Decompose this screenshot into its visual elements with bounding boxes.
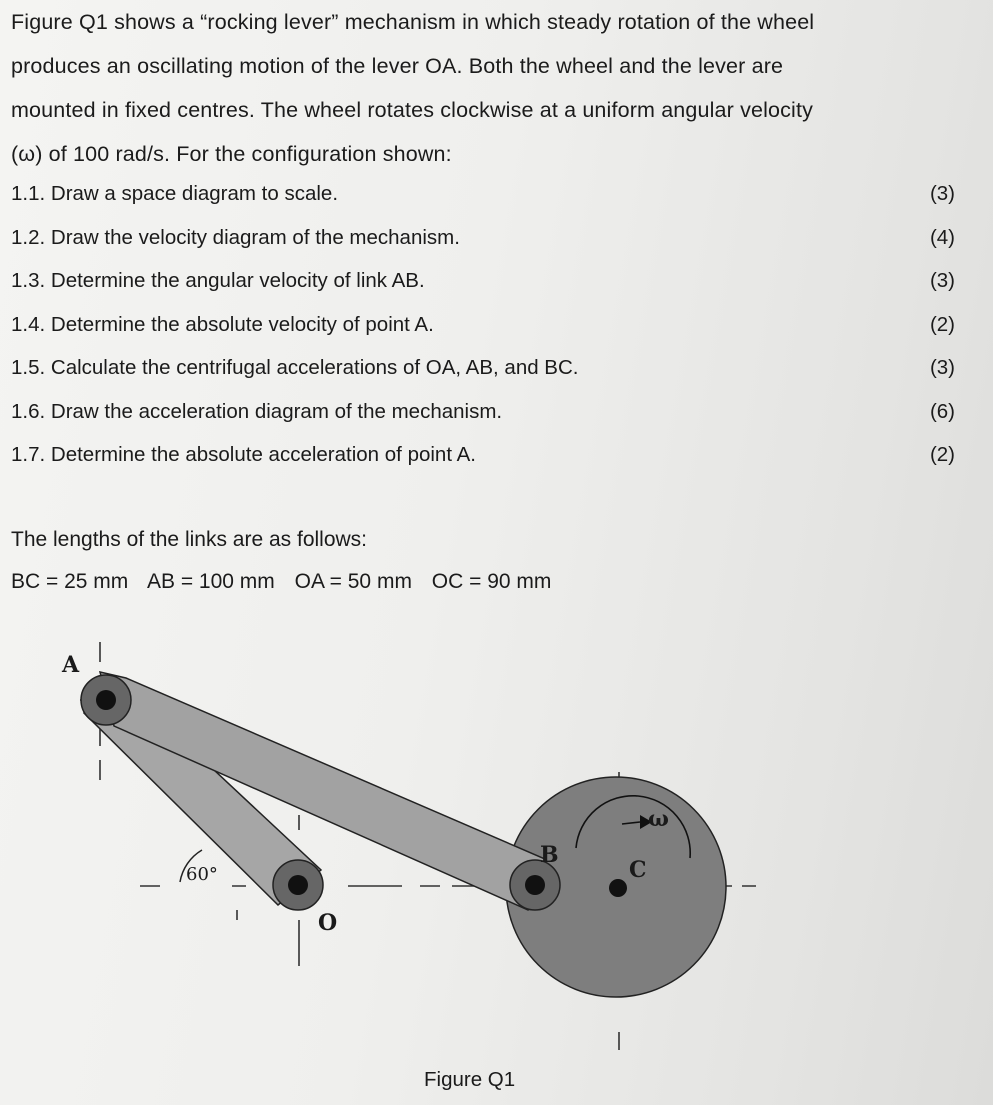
question-1-7 — [11, 433, 961, 477]
length-bc: BC = 25 mm — [11, 570, 129, 593]
question-text: 1.4. Determine the absolute velocity of point A. — [11, 312, 434, 336]
label-b: B — [540, 842, 559, 868]
lengths-heading: The lengths of the links are as follows: — [11, 528, 368, 551]
label-o: O — [318, 910, 338, 936]
question-marks: (2) — [929, 443, 955, 466]
question-text: 1.7. Determine the absolute acceleration of point A. — [11, 443, 476, 466]
question-1-4 — [11, 303, 961, 347]
question-1-3 — [11, 259, 961, 303]
label-a: A — [62, 652, 80, 678]
label-omega: ω — [648, 806, 669, 832]
question-text: 1.2. Draw the velocity diagram of the mechanism. — [11, 225, 460, 249]
question-marks: (3) — [929, 269, 955, 292]
intro-line-2: produces an oscillating motion of the lever OA. Both the wheel and the lever are — [11, 54, 784, 78]
question-text: 1.3. Determine the angular velocity of link AB. — [11, 269, 425, 292]
figure-caption: Figure Q1 — [424, 1068, 516, 1091]
problem-statement — [11, 0, 961, 176]
mechanism-figure — [0, 620, 993, 1065]
centre-c — [609, 879, 627, 897]
joint-a — [81, 675, 131, 725]
intro-line-1: Figure Q1 shows a “rocking lever” mechanism in which steady rotation of the wheel — [11, 10, 815, 34]
question-marks: (3) — [929, 182, 955, 205]
question-text: 1.6. Draw the acceleration diagram of the mechanism. — [11, 399, 503, 423]
question-list — [11, 172, 961, 477]
question-marks: (6) — [929, 399, 955, 423]
link-lengths — [11, 562, 565, 602]
question-1-5 — [11, 346, 961, 390]
intro-line-3: mounted in fixed centres. The wheel rotates clockwise at a uniform angular velocity — [11, 98, 813, 122]
question-text: 1.5. Calculate the centrifugal accelerations of OA, AB, and BC. — [11, 356, 579, 379]
question-1-6 — [11, 390, 961, 434]
length-ab: AB = 100 mm — [146, 570, 275, 593]
length-oa: OA = 50 mm — [294, 570, 412, 593]
question-marks: (2) — [929, 312, 955, 336]
question-marks: (3) — [929, 356, 955, 379]
length-oc: OC = 90 mm — [431, 570, 552, 593]
label-angle: 60° — [186, 864, 218, 885]
question-1-2 — [11, 216, 961, 260]
question-text: 1.1. Draw a space diagram to scale. — [11, 182, 339, 205]
question-1-1 — [11, 172, 961, 216]
label-c: C — [629, 857, 647, 883]
question-marks: (4) — [929, 225, 955, 249]
intro-line-4: (ω) of 100 rad/s. For the configuration shown: — [11, 142, 452, 166]
joint-o — [273, 860, 323, 910]
